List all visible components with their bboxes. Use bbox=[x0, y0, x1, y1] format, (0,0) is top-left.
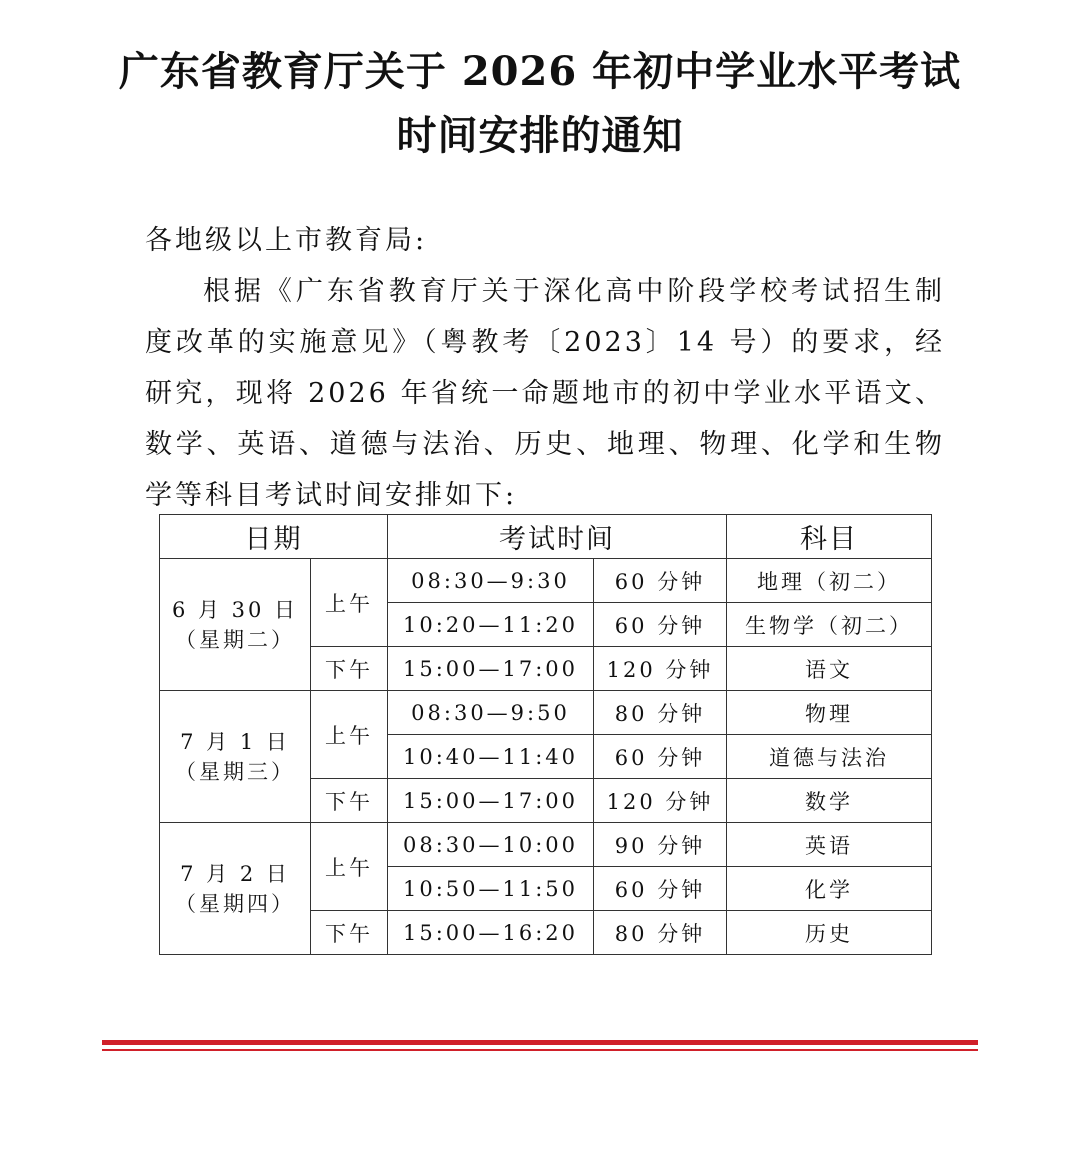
time-cell: 10:20—11:20 bbox=[388, 603, 594, 647]
period-am: 上午 bbox=[311, 691, 388, 779]
duration-cell: 60 分钟 bbox=[594, 603, 727, 647]
period-am: 上午 bbox=[311, 823, 388, 911]
period-am: 上午 bbox=[311, 559, 388, 647]
header-date: 日期 bbox=[160, 515, 388, 559]
duration-cell: 60 分钟 bbox=[594, 867, 727, 911]
duration-cell: 90 分钟 bbox=[594, 823, 727, 867]
date-text: 7 月 1 日 bbox=[180, 729, 290, 754]
header-exam-time: 考试时间 bbox=[388, 515, 727, 559]
date-cell bbox=[160, 823, 311, 955]
subject-cell: 历史 bbox=[727, 911, 932, 955]
duration-cell: 60 分钟 bbox=[594, 735, 727, 779]
time-cell: 08:30—9:30 bbox=[388, 559, 594, 603]
duration-cell: 120 分钟 bbox=[594, 779, 727, 823]
red-divider-thick bbox=[102, 1040, 978, 1045]
duration-cell: 80 分钟 bbox=[594, 911, 727, 955]
weekday-text: （星期三） bbox=[175, 759, 295, 784]
period-pm: 下午 bbox=[311, 779, 388, 823]
duration-cell: 60 分钟 bbox=[594, 559, 727, 603]
salutation: 各地级以上市教育局: bbox=[145, 225, 428, 256]
subject-cell: 道德与法治 bbox=[727, 735, 932, 779]
header-subject: 科目 bbox=[727, 515, 932, 559]
subject-cell: 英语 bbox=[727, 823, 932, 867]
time-cell: 08:30—10:00 bbox=[388, 823, 594, 867]
weekday-text: （星期四） bbox=[175, 891, 295, 916]
time-cell: 15:00—17:00 bbox=[388, 647, 594, 691]
period-pm: 下午 bbox=[311, 911, 388, 955]
date-cell bbox=[160, 559, 311, 691]
red-divider bbox=[102, 1040, 978, 1051]
time-cell: 10:40—11:40 bbox=[388, 735, 594, 779]
subject-cell: 数学 bbox=[727, 779, 932, 823]
table-row bbox=[160, 691, 932, 735]
date-cell bbox=[160, 691, 311, 823]
exam-schedule-table bbox=[159, 514, 932, 955]
subject-cell: 化学 bbox=[727, 867, 932, 911]
weekday-text: （星期二） bbox=[175, 627, 295, 652]
main-paragraph: 根据《广东省教育厅关于深化高中阶段学校考试招生制度改革的实施意见》（粤教考〔2023〕14 号）的要求，经研究，现将 2026 年省统一命题地市的初中学业水平语文、数学、英语、道德与法治、历史、地理、物理、化学和生物学等科目考试时间安排如下: bbox=[145, 276, 945, 511]
subject-cell: 生物学（初二） bbox=[727, 603, 932, 647]
duration-cell: 120 分钟 bbox=[594, 647, 727, 691]
table-row bbox=[160, 559, 932, 603]
date-text: 7 月 2 日 bbox=[180, 861, 290, 886]
subject-cell: 语文 bbox=[727, 647, 932, 691]
time-cell: 15:00—17:00 bbox=[388, 779, 594, 823]
notice-body bbox=[145, 215, 945, 521]
period-pm: 下午 bbox=[311, 647, 388, 691]
table-row bbox=[160, 823, 932, 867]
document-title bbox=[0, 40, 1080, 168]
duration-cell: 80 分钟 bbox=[594, 691, 727, 735]
red-divider-thin bbox=[102, 1049, 978, 1051]
time-cell: 15:00—16:20 bbox=[388, 911, 594, 955]
date-text: 6 月 30 日 bbox=[171, 597, 299, 622]
title-line-1: 广东省教育厅关于 2026 年初中学业水平考试 bbox=[118, 48, 962, 95]
subject-cell: 地理（初二） bbox=[727, 559, 932, 603]
table-header-row bbox=[160, 515, 932, 559]
time-cell: 08:30—9:50 bbox=[388, 691, 594, 735]
subject-cell: 物理 bbox=[727, 691, 932, 735]
time-cell: 10:50—11:50 bbox=[388, 867, 594, 911]
title-line-2: 时间安排的通知 bbox=[396, 112, 684, 159]
